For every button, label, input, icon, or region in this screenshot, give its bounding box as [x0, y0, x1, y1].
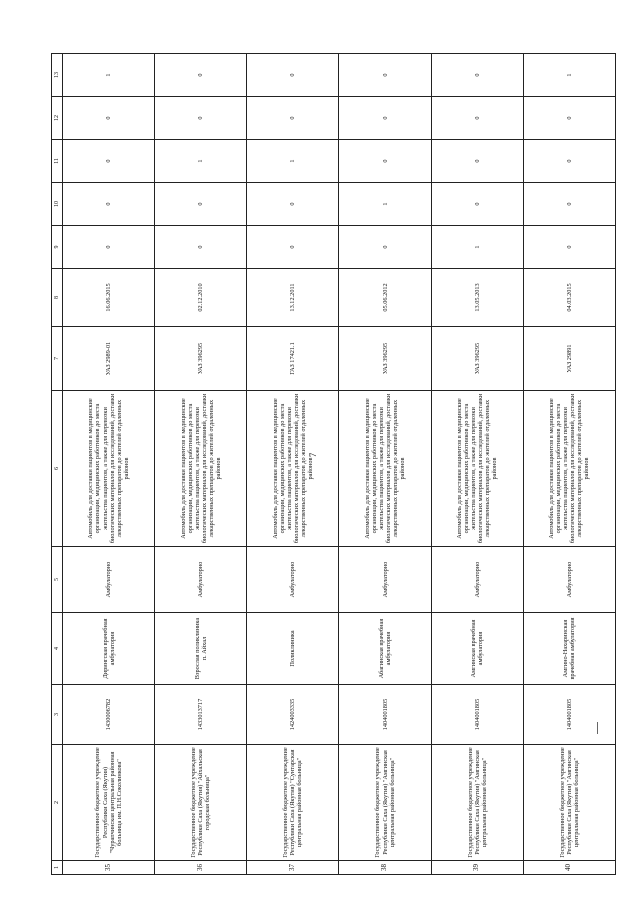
subdivision-name: Поликлиника — [247, 613, 339, 685]
cell-value: 0 — [155, 54, 247, 97]
registration-date: 13.05.2013 — [431, 269, 523, 327]
organization-name: Государственное бюджетное учреждение Республики Саха (Якутия) "Айхальская городская больница" — [155, 745, 247, 861]
vehicle-model: УАЗ 2989-01 — [63, 327, 155, 391]
cell-value: 0 — [339, 54, 431, 97]
registration-date: 05.06.2012 — [339, 269, 431, 327]
organization-name: Государственное бюджетное учреждение Республики Саха (Якутия) "Амгинская центральная районная больница" — [431, 745, 523, 861]
table-row — [523, 54, 615, 875]
cell-value: 1 — [523, 54, 615, 97]
row-number: 38 — [339, 861, 431, 875]
cell-value: 0 — [63, 226, 155, 269]
column-number: 6 — [52, 391, 63, 547]
care-type: Амбулаторно — [339, 547, 431, 613]
subdivision-name: Амгинская врачебная амбулатория — [431, 613, 523, 685]
row-number: 36 — [155, 861, 247, 875]
page-number: 7 — [308, 452, 318, 458]
organization-name: Государственное бюджетное учреждение Республики Саха (Якутия) "Амгинская центральная районная больница" — [339, 745, 431, 861]
row-number: 35 — [63, 861, 155, 875]
column-number: 9 — [52, 226, 63, 269]
column-number: 4 — [52, 613, 63, 685]
column-number: 8 — [52, 269, 63, 327]
organization-name: Государственное бюджетное учреждение Республики Саха (Якутия) "Чурапчинская центральная районная больница им. П.Н.Соколинкова" — [63, 745, 155, 861]
column-number: 10 — [52, 183, 63, 226]
table-body — [52, 54, 616, 875]
cell-value: 0 — [155, 183, 247, 226]
column-number: 7 — [52, 327, 63, 391]
column-number: 13 — [52, 54, 63, 97]
vehicle-model: УАЗ 396295 — [431, 327, 523, 391]
registration-date: 16.06.2015 — [63, 269, 155, 327]
subdivision-name: Абагинская врачебная амбулатория — [339, 613, 431, 685]
cell-value: 1 — [63, 54, 155, 97]
cell-value: 0 — [247, 183, 339, 226]
subdivision-name: Взрослая поликлиника п. Айхал — [155, 613, 247, 685]
care-type: Амбулаторно — [247, 547, 339, 613]
vehicle-purpose: Автомобиль для доставки пациентов в медицинские организации, медицинских работников до места жительства пациентов, а также для перевозки биологических материалов для исследований, доставки лекарственных препаратов до жителей отдаленных районов — [155, 391, 247, 547]
cell-value: 0 — [247, 97, 339, 140]
care-type: Амбулаторно — [63, 547, 155, 613]
row-number: 37 — [247, 861, 339, 875]
tax-id: 1404001805 — [339, 685, 431, 745]
vehicle-purpose: Автомобиль для доставки пациентов в медицинские организации, медицинских работников до места жительства пациентов, а также для перевозки биологических материалов для исследований, доставки лекарственных препаратов до жителей отдаленных районов — [523, 391, 615, 547]
vehicle-model: УАЗ 396295 — [339, 327, 431, 391]
table-row — [63, 54, 155, 875]
table-row — [155, 54, 247, 875]
cell-value: 0 — [247, 54, 339, 97]
cell-value: 0 — [339, 226, 431, 269]
vehicle-purpose: Автомобиль для доставки пациентов в медицинские организации, медицинских работников до места жительства пациентов, а также для перевозки биологических материалов для исследований, доставки лекарственных препаратов до жителей отдаленных районов — [339, 391, 431, 547]
cell-value: 0 — [63, 97, 155, 140]
column-number: 3 — [52, 685, 63, 745]
registration-date: 13.12.2011 — [247, 269, 339, 327]
cell-value: 0 — [63, 140, 155, 183]
care-type: Амбулаторно — [155, 547, 247, 613]
registration-date: 02.12.2010 — [155, 269, 247, 327]
table-row — [339, 54, 431, 875]
tax-id: 1404001805 — [523, 685, 615, 745]
subdivision-name: Дирингская врачебная амбулатория — [63, 613, 155, 685]
cell-value: 0 — [523, 140, 615, 183]
column-numbers-row — [52, 54, 63, 875]
cell-value: 0 — [431, 183, 523, 226]
cell-value: 0 — [339, 140, 431, 183]
column-number: 11 — [52, 140, 63, 183]
cell-value: 1 — [155, 140, 247, 183]
vehicle-table — [51, 53, 616, 875]
vehicle-model: УАЗ 396295 — [155, 327, 247, 391]
tax-id: 1424003335 — [247, 685, 339, 745]
cell-value: 0 — [155, 97, 247, 140]
table-row — [247, 54, 339, 875]
care-type: Амбулаторно — [523, 547, 615, 613]
vehicle-purpose: Автомобиль для доставки пациентов в медицинские организации, медицинских работников до места жительства пациентов, а также для перевозки биологических материалов для исследований, доставки лекарственных препаратов до жителей отдаленных районов — [247, 391, 339, 547]
row-number: 40 — [523, 861, 615, 875]
tax-id: 1433013717 — [155, 685, 247, 745]
column-number: 2 — [52, 745, 63, 861]
cell-value: 0 — [523, 183, 615, 226]
cell-value: 0 — [63, 183, 155, 226]
cell-value: 0 — [431, 97, 523, 140]
care-type: Амбулаторно — [431, 547, 523, 613]
vehicle-purpose: Автомобиль для доставки пациентов в медицинские организации, медицинских работников до места жительства пациентов, а также для перевозки биологических материалов для исследований, доставки лекарственных препаратов до жителей отдаленных районов — [63, 391, 155, 547]
tax-id: 1430006782 — [63, 685, 155, 745]
table-container — [51, 54, 616, 875]
vehicle-model: ГАЗ 17421.1 — [247, 327, 339, 391]
cell-value: 1 — [247, 140, 339, 183]
cell-value: 1 — [339, 183, 431, 226]
cell-value: 1 — [431, 226, 523, 269]
cell-value: 0 — [523, 226, 615, 269]
registration-date: 04.03.2015 — [523, 269, 615, 327]
column-number: 1 — [52, 861, 63, 875]
subdivision-name: Амгино-Нахаринская врачебная амбулатория — [523, 613, 615, 685]
row-number: 39 — [431, 861, 523, 875]
tax-id: 1404001805 — [431, 685, 523, 745]
vehicle-model: УАЗ 29891 — [523, 327, 615, 391]
cell-value: 0 — [247, 226, 339, 269]
column-number: 5 — [52, 547, 63, 613]
column-number: 12 — [52, 97, 63, 140]
cell-value: 0 — [339, 97, 431, 140]
cell-value: 0 — [155, 226, 247, 269]
vehicle-purpose: Автомобиль для доставки пациентов в медицинские организации, медицинских работников до места жительства пациентов, а также для перевозки биологических материалов для исследований, доставки лекарственных препаратов до жителей отдаленных районов — [431, 391, 523, 547]
organization-name: Государственное бюджетное учреждение Республики Саха (Якутия) "Сунтарская центральная районная больница" — [247, 745, 339, 861]
cell-value: 0 — [523, 97, 615, 140]
organization-name: Государственное бюджетное учреждение Республики Саха (Якутия) "Амгинская центральная районная больница" — [523, 745, 615, 861]
table-row — [431, 54, 523, 875]
cell-value: 0 — [431, 140, 523, 183]
cell-value: 0 — [431, 54, 523, 97]
